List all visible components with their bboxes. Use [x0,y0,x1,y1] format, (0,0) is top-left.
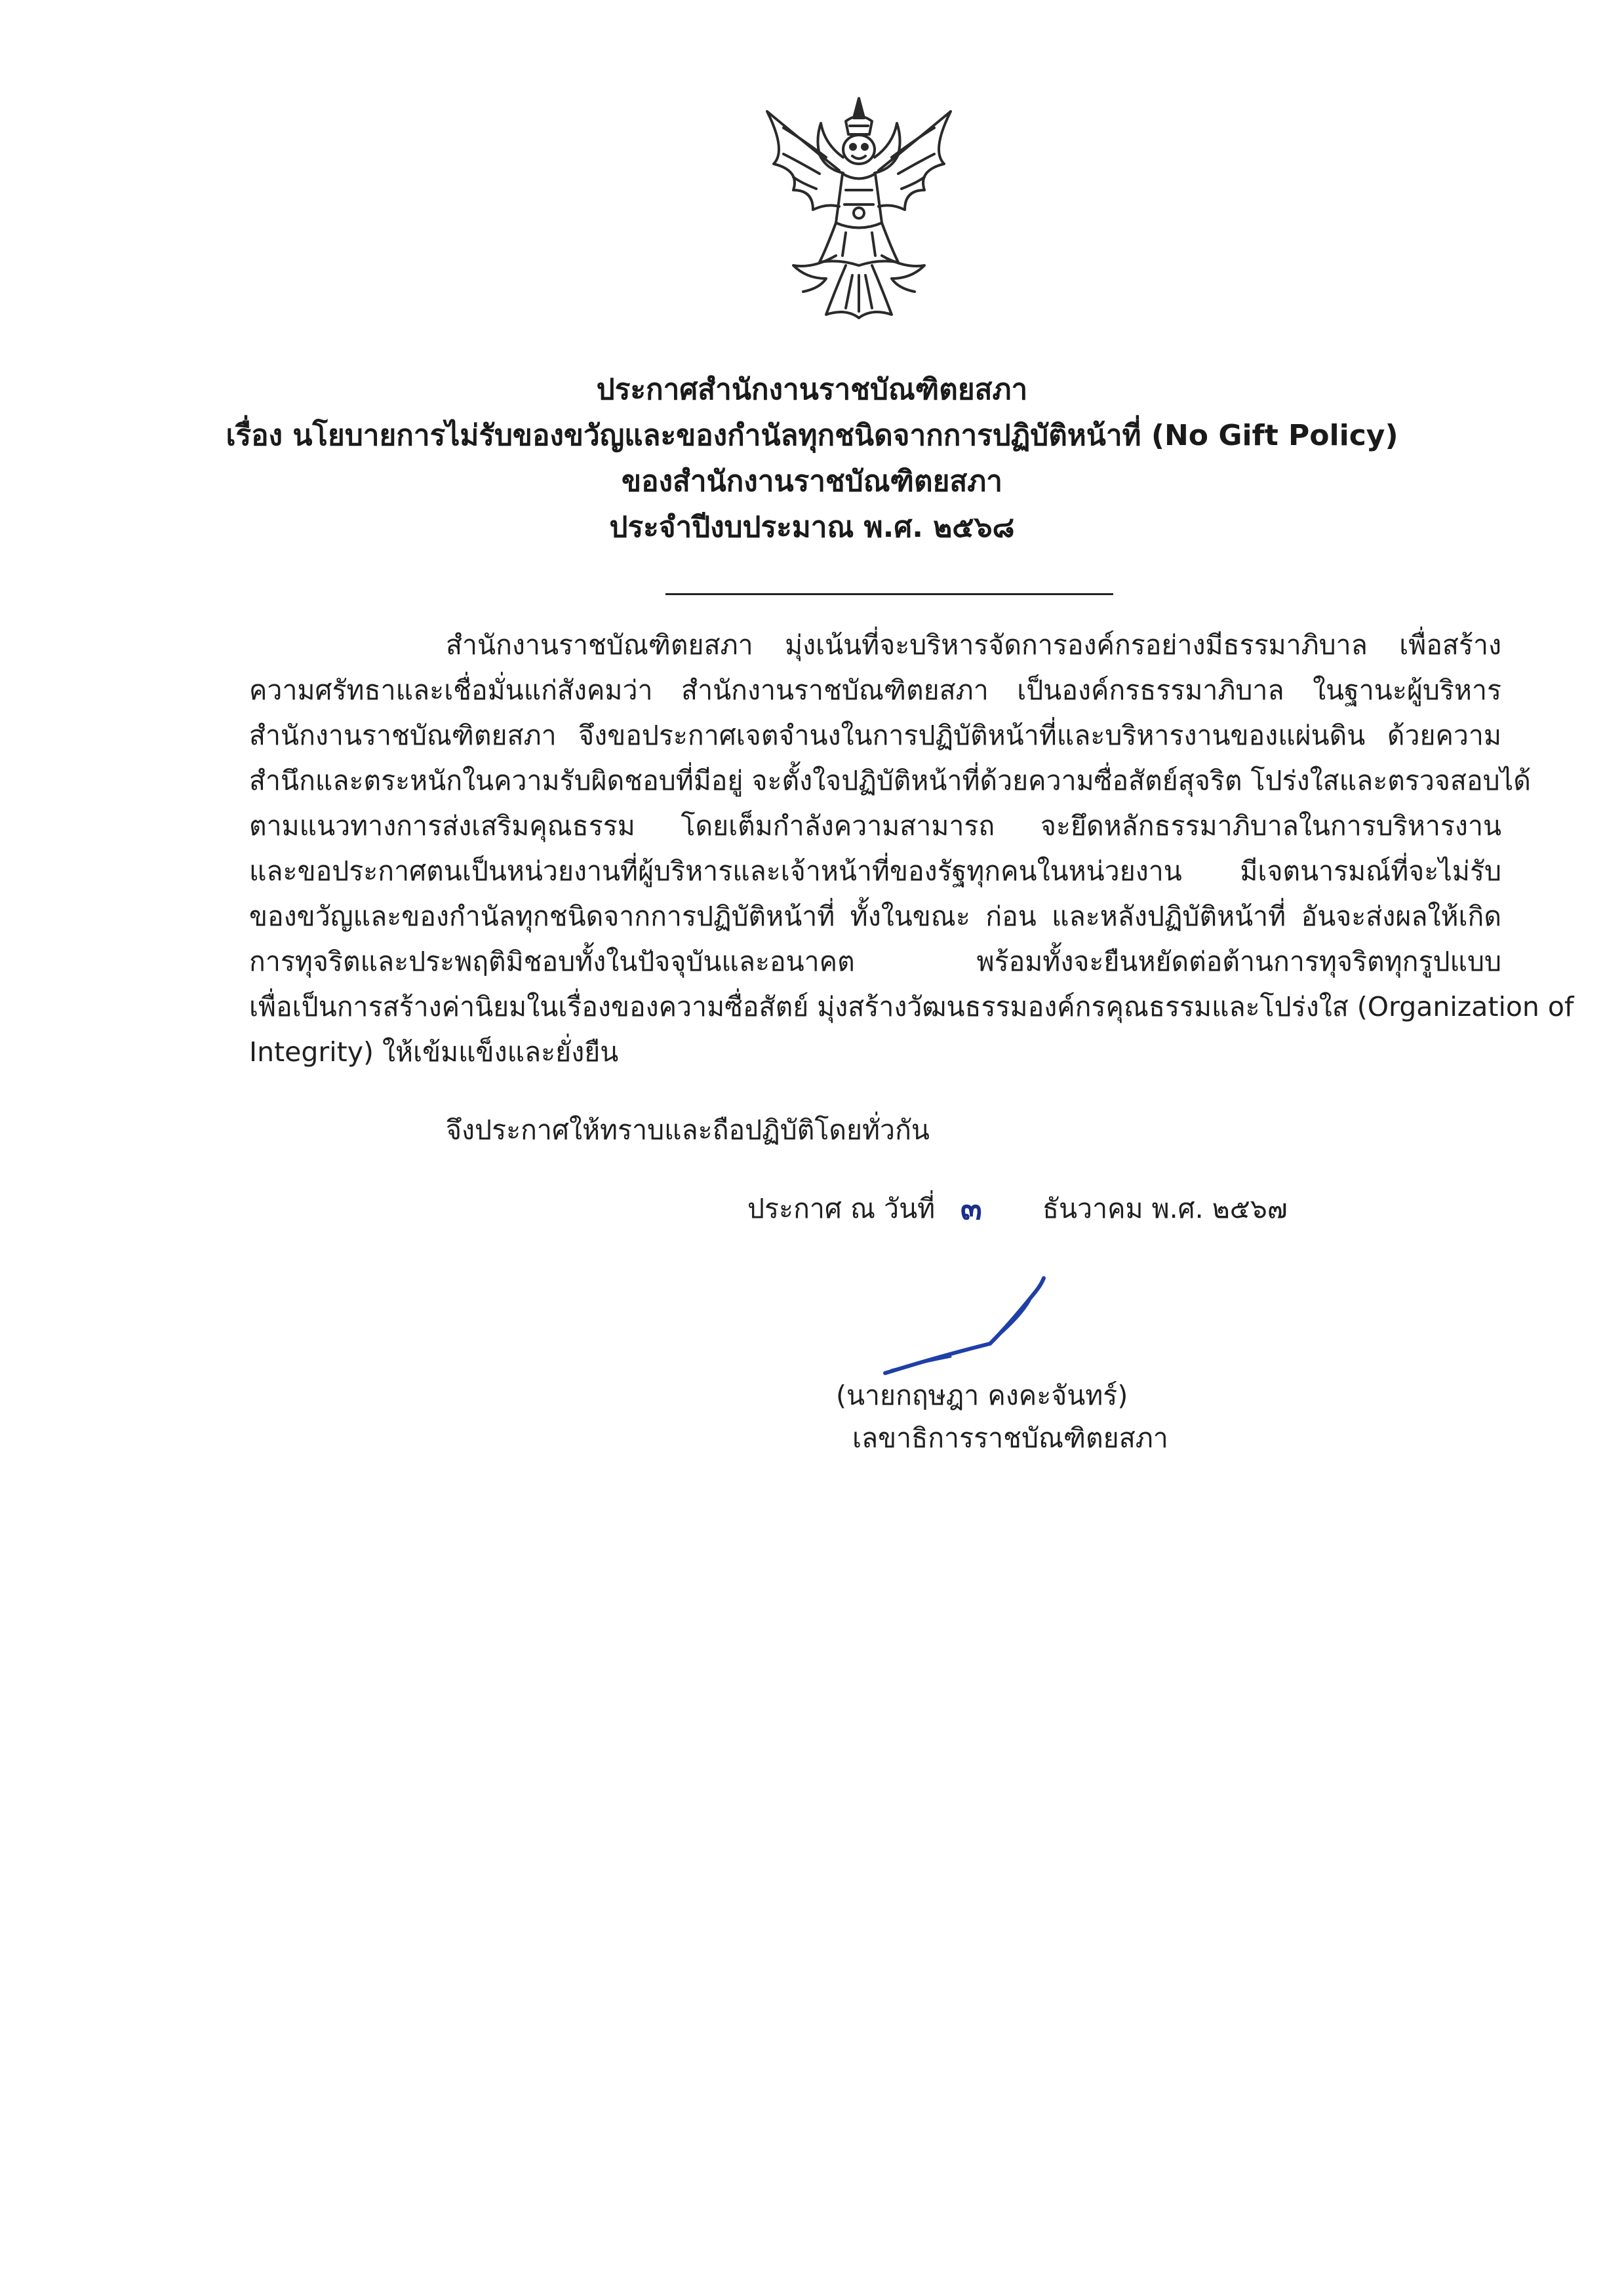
body-line: เพื่อเป็นการสร้างค่านิยมในเรื่องของความซื่อสัตย์ มุ่งสร้างวัฒนธรรมองค์กรคุณธรรมและโปร่งใส (Organization of [249,991,1574,1022]
body-line: Integrity) ให้เข้มแข็งและยั่งยืน [249,1036,619,1068]
announcement-title [197,367,1427,551]
title-line-2: เรื่อง นโยบายการไม่รับของขวัญและของกำนัลทุกชนิดจากการปฏิบัติหน้าที่ (No Gift Policy) [226,419,1398,452]
title-line-1: ประกาศสำนักงานราชบัณฑิตยสภา [596,373,1028,406]
title-divider [665,593,1113,595]
body-line: ความศรัทธาและเชื่อมั่นแก่สังคมว่า สำนักงานราชบัณฑิตยสภา เป็นองค์กรธรรมาภิบาล ในฐานะผู้บริหาร [249,674,1501,706]
title-line-3: ของสำนักงานราชบัณฑิตยสภา [622,465,1002,498]
closing-statement: จึงประกาศให้ทราบและถือปฏิบัติโดยทั่วกัน [446,1114,930,1146]
body-line: และขอประกาศตนเป็นหน่วยงานที่ผู้บริหารและเจ้าหน้าที่ของรัฐทุกคนในหน่วยงาน มีเจตนารมณ์ที่จะไม่รับ [249,855,1501,887]
body-line: สำนักงานราชบัณฑิตยสภา จึงขอประกาศเจตจำนงในการปฏิบัติหน้าที่และบริหารงานของแผ่นดิน ด้วยความ [249,720,1501,751]
date-prefix: ประกาศ ณ วันที่ [747,1193,936,1224]
date-month-year: ธันวาคม พ.ศ. ๒๕๖๗ [1042,1193,1288,1224]
body-line: สำนักงานราชบัณฑิตยสภา มุ่งเน้นที่จะบริหารจัดการองค์กรอย่างมีธรรมาภิบาล เพื่อสร้าง [446,629,1501,661]
announcement-body [249,623,1574,1075]
date-day-handwritten: ๓ [961,1190,982,1227]
signer-title: เลขาธิการราชบัณฑิตยสภา [852,1422,1168,1454]
handwritten-signature-icon [879,1265,1075,1383]
title-line-4: ประจำปีงบประมาณ พ.ศ. ๒๕๖๘ [609,511,1015,544]
garuda-emblem-icon [747,92,970,328]
body-line: ตามแนวทางการส่งเสริมคุณธรรม โดยเต็มกำลังความสามารถ จะยึดหลักธรรมาภิบาลในการบริหารงาน [249,810,1501,842]
body-line: สำนึกและตระหนักในความรับผิดชอบที่มีอยู่ จะตั้งใจปฏิบัติหน้าที่ด้วยความซื่อสัตย์สุจริต โปร่งใสและตรวจสอบได้ [249,765,1531,796]
body-line: ของขวัญและของกำนัลทุกชนิดจากการปฏิบัติหน้าที่ ทั้งในขณะ ก่อน และหลังปฏิบัติหน้าที่ อันจะส่งผลให้เกิด [249,901,1501,932]
signer-name: (นายกฤษฎา คงคะจันทร์) [836,1380,1128,1411]
body-line: การทุจริตและประพฤติมิชอบทั้งในปัจจุบันและอนาคต พร้อมทั้งจะยืนหยัดต่อต้านการทุจริตทุกรูปแบบ [249,946,1501,977]
